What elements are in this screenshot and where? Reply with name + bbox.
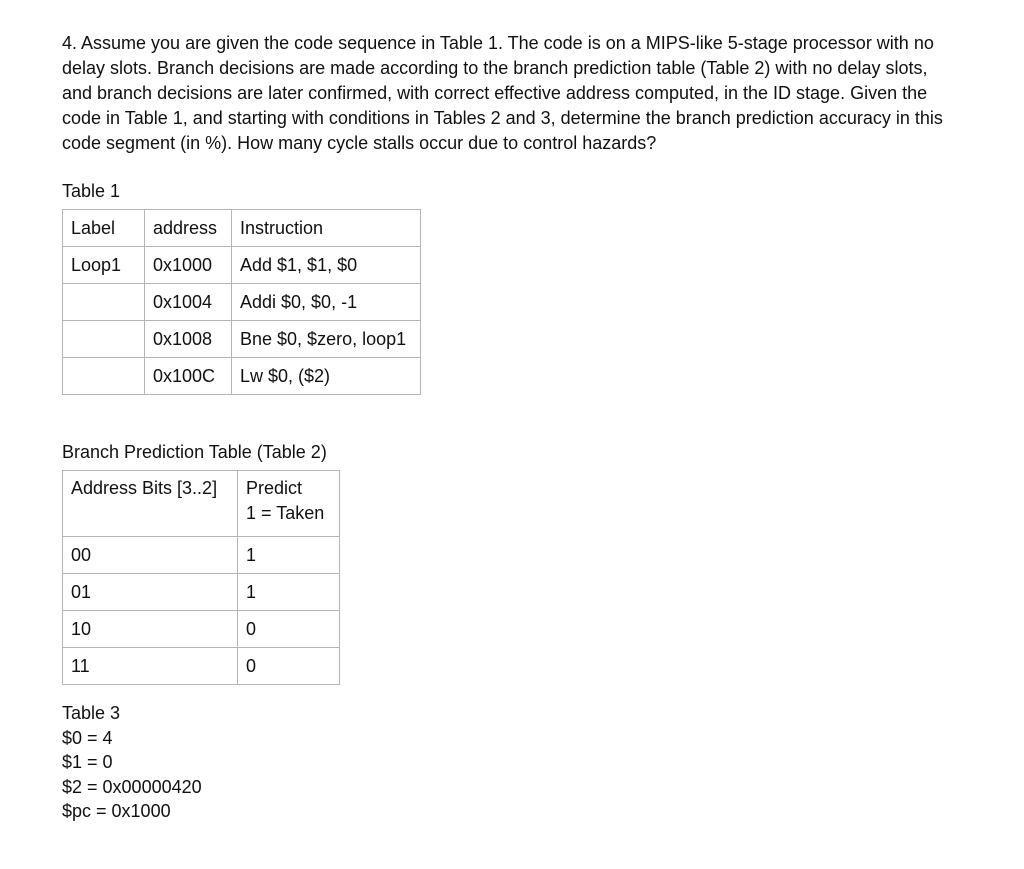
table-row	[63, 358, 421, 395]
cell-label: Loop1	[63, 247, 145, 284]
cell-address-bits: 01	[63, 574, 238, 611]
table-row	[63, 611, 340, 648]
table-row	[63, 648, 340, 685]
cell-instruction: Bne $0, $zero, loop1	[232, 321, 421, 358]
cell-predict: 0	[238, 611, 340, 648]
question-text: 4. Assume you are given the code sequence in Table 1. The code is on a MIPS-like 5-stage processor with no delay slots. Branch decisions are made according to the branch prediction table (Table 2) with no delay slots, and branch decisions are later confirmed, with correct effective address computed, in the ID stage. Given the code in Table 1, and starting with conditions in Tables 2 and 3, determine the branch prediction accuracy in this code segment (in %). How many cycle stalls occur due to control hazards?	[62, 33, 943, 153]
table-row	[63, 321, 421, 358]
header-address: address	[145, 210, 232, 247]
cell-instruction: Add $1, $1, $0	[232, 247, 421, 284]
header-predict-legend: 1 = Taken	[246, 503, 325, 523]
table-row	[63, 247, 421, 284]
cell-predict: 1	[238, 574, 340, 611]
cell-label	[63, 284, 145, 321]
cell-instruction: Lw $0, ($2)	[232, 358, 421, 395]
header-instruction: Instruction	[232, 210, 421, 247]
cell-label	[63, 358, 145, 395]
table-header-row	[63, 210, 421, 247]
table-row	[63, 574, 340, 611]
cell-address-bits: 00	[63, 537, 238, 574]
register-line: $0 = 4	[62, 727, 113, 748]
header-predict-title: Predict	[246, 478, 303, 498]
cell-address: 0x1000	[145, 247, 232, 284]
header-label: Label	[63, 210, 145, 247]
cell-address: 0x100C	[145, 358, 232, 395]
table-row	[63, 537, 340, 574]
cell-predict: 1	[238, 537, 340, 574]
cell-address: 0x1008	[145, 321, 232, 358]
cell-predict: 0	[238, 648, 340, 685]
table3-caption: Table 3	[62, 703, 121, 723]
register-line: $pc = 0x1000	[62, 801, 171, 821]
register-line: $1 = 0	[62, 752, 113, 772]
branch-prediction-table	[62, 470, 340, 685]
cell-address-bits: 10	[63, 611, 238, 648]
table-row	[63, 284, 421, 321]
header-address-bits: Address Bits [3..2]	[63, 471, 238, 537]
cell-address: 0x1004	[145, 284, 232, 321]
table-header-row	[63, 471, 340, 537]
code-sequence-table	[62, 209, 421, 395]
table2-caption: Branch Prediction Table (Table 2)	[62, 442, 327, 462]
register-state	[62, 701, 202, 824]
cell-label	[63, 321, 145, 358]
table1-caption: Table 1	[62, 181, 121, 201]
header-predict	[238, 471, 340, 537]
cell-address-bits: 11	[63, 648, 238, 685]
cell-instruction: Addi $0, $0, -1	[232, 284, 421, 321]
register-line: $2 = 0x00000420	[62, 776, 202, 797]
